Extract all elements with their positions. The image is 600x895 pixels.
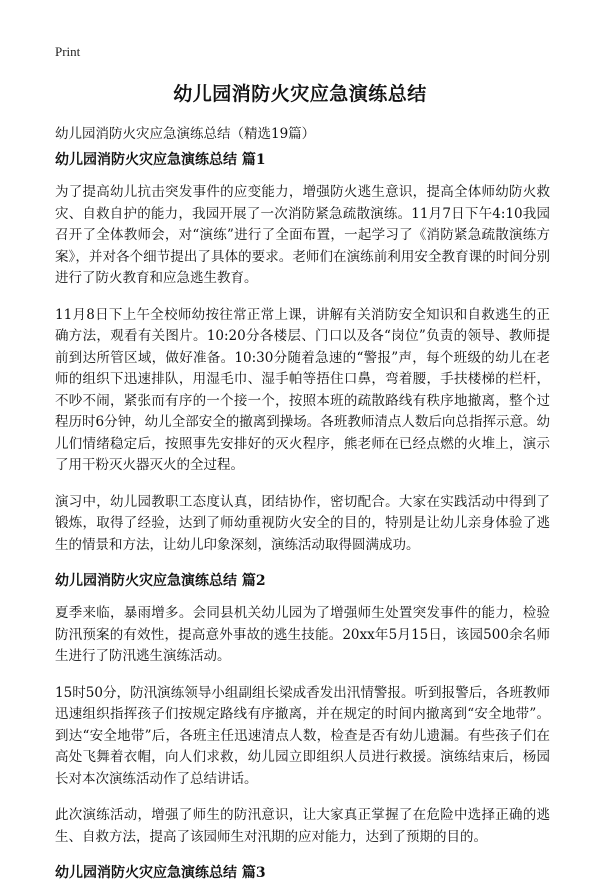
section-heading: 幼儿园消防火灾应急演练总结 篇2 — [55, 573, 266, 589]
paragraph: 11月8日下上午全校师幼按往常正常上课，讲解有关消防安全知识和自救逃生的正确方法，观看有关图片。10:20分各楼层、门口以及各“岗位”负责的领导、教师提前到达所管区域，做好准备。10:30分随着急速的“警报”声，每个班级的幼儿在老师的组织下迅速排队，用湿毛巾、湿手帕等捂住口鼻，弯着腰，手扶楼梯的栏杆，不吵不闹，紧张而有序的一个接一个，按照本班的疏散路线有秩序地撤离，整个过程历时6分钟，幼儿全部安全的撤离到操场。各班教师清点人数后向总指挥示意。幼儿们情绪稳定后，按照事先安排好的灭火程序，熊老师在已经点燃的火堆上，演示了用干粉灭火器灭火的全过程。 — [55, 306, 550, 473]
document-subtitle: 幼儿园消防火灾应急演练总结（精选19篇） — [55, 126, 316, 142]
document-body — [55, 150, 550, 895]
paragraph: 此次演练活动，增强了师生的防汛意识，让大家真正掌握了在危险中选择正确的逃生、自救方法，提高了该园师生对汛期的应对能力，达到了预期的目的。 — [55, 807, 550, 845]
section-1 — [55, 150, 550, 556]
paragraph: 15时50分，防汛演练领导小组副组长梁成香发出汛情警报。听到报警后，各班教师迅速组织指挥孩子们按规定路线有序撤离，并在规定的时间内撤离到“安全地带”。到达“安全地带”后，各班主任迅速清点人数，检查是否有幼儿遗漏。有些孩子们在高处飞舞着衣帽，向人们求救，幼儿园立即组织人员进行救援。演练结束后，杨园长对本次演练活动作了总结讲话。 — [55, 684, 550, 787]
section-3 — [55, 863, 550, 883]
page-title: 幼儿园消防火灾应急演练总结 — [173, 83, 427, 105]
paragraph: 夏季来临，暴雨增多。会同县机关幼儿园为了增强师生处置突发事件的能力，检验防汛预案的有效性，提高意外事故的逃生技能。20xx年5月15日，该园500余名师生进行了防汛逃生演练活动。 — [55, 605, 550, 664]
paragraph: 演习中，幼儿园教职工态度认真，团结协作，密切配合。大家在实践活动中得到了锻炼，取得了经验，达到了师幼重视防火安全的目的，特别是让幼儿亲身体验了逃生的情景和方法，让幼儿印象深刻，演练活动取得圆满成功。 — [55, 493, 550, 553]
section-heading: 幼儿园消防火灾应急演练总结 篇3 — [55, 865, 266, 881]
paragraph: 为了提高幼儿抗击突发事件的应变能力，增强防火逃生意识，提高全体师幼防火救灾、自救自护的能力，我园开展了一次消防紧急疏散演练。11月7日下午4:10我园召开了全体教师会，对“演练”进行了全面布置，一起学习了《消防紧急疏散演练方案》，并对各个细节提出了具体的要求。老师们在演练前利用安全教育课的时间分别进行了防火教育和应急逃生教育。 — [55, 184, 550, 286]
print-label: Print — [55, 44, 81, 59]
section-2 — [55, 571, 550, 848]
section-heading: 幼儿园消防火灾应急演练总结 篇1 — [55, 152, 266, 168]
